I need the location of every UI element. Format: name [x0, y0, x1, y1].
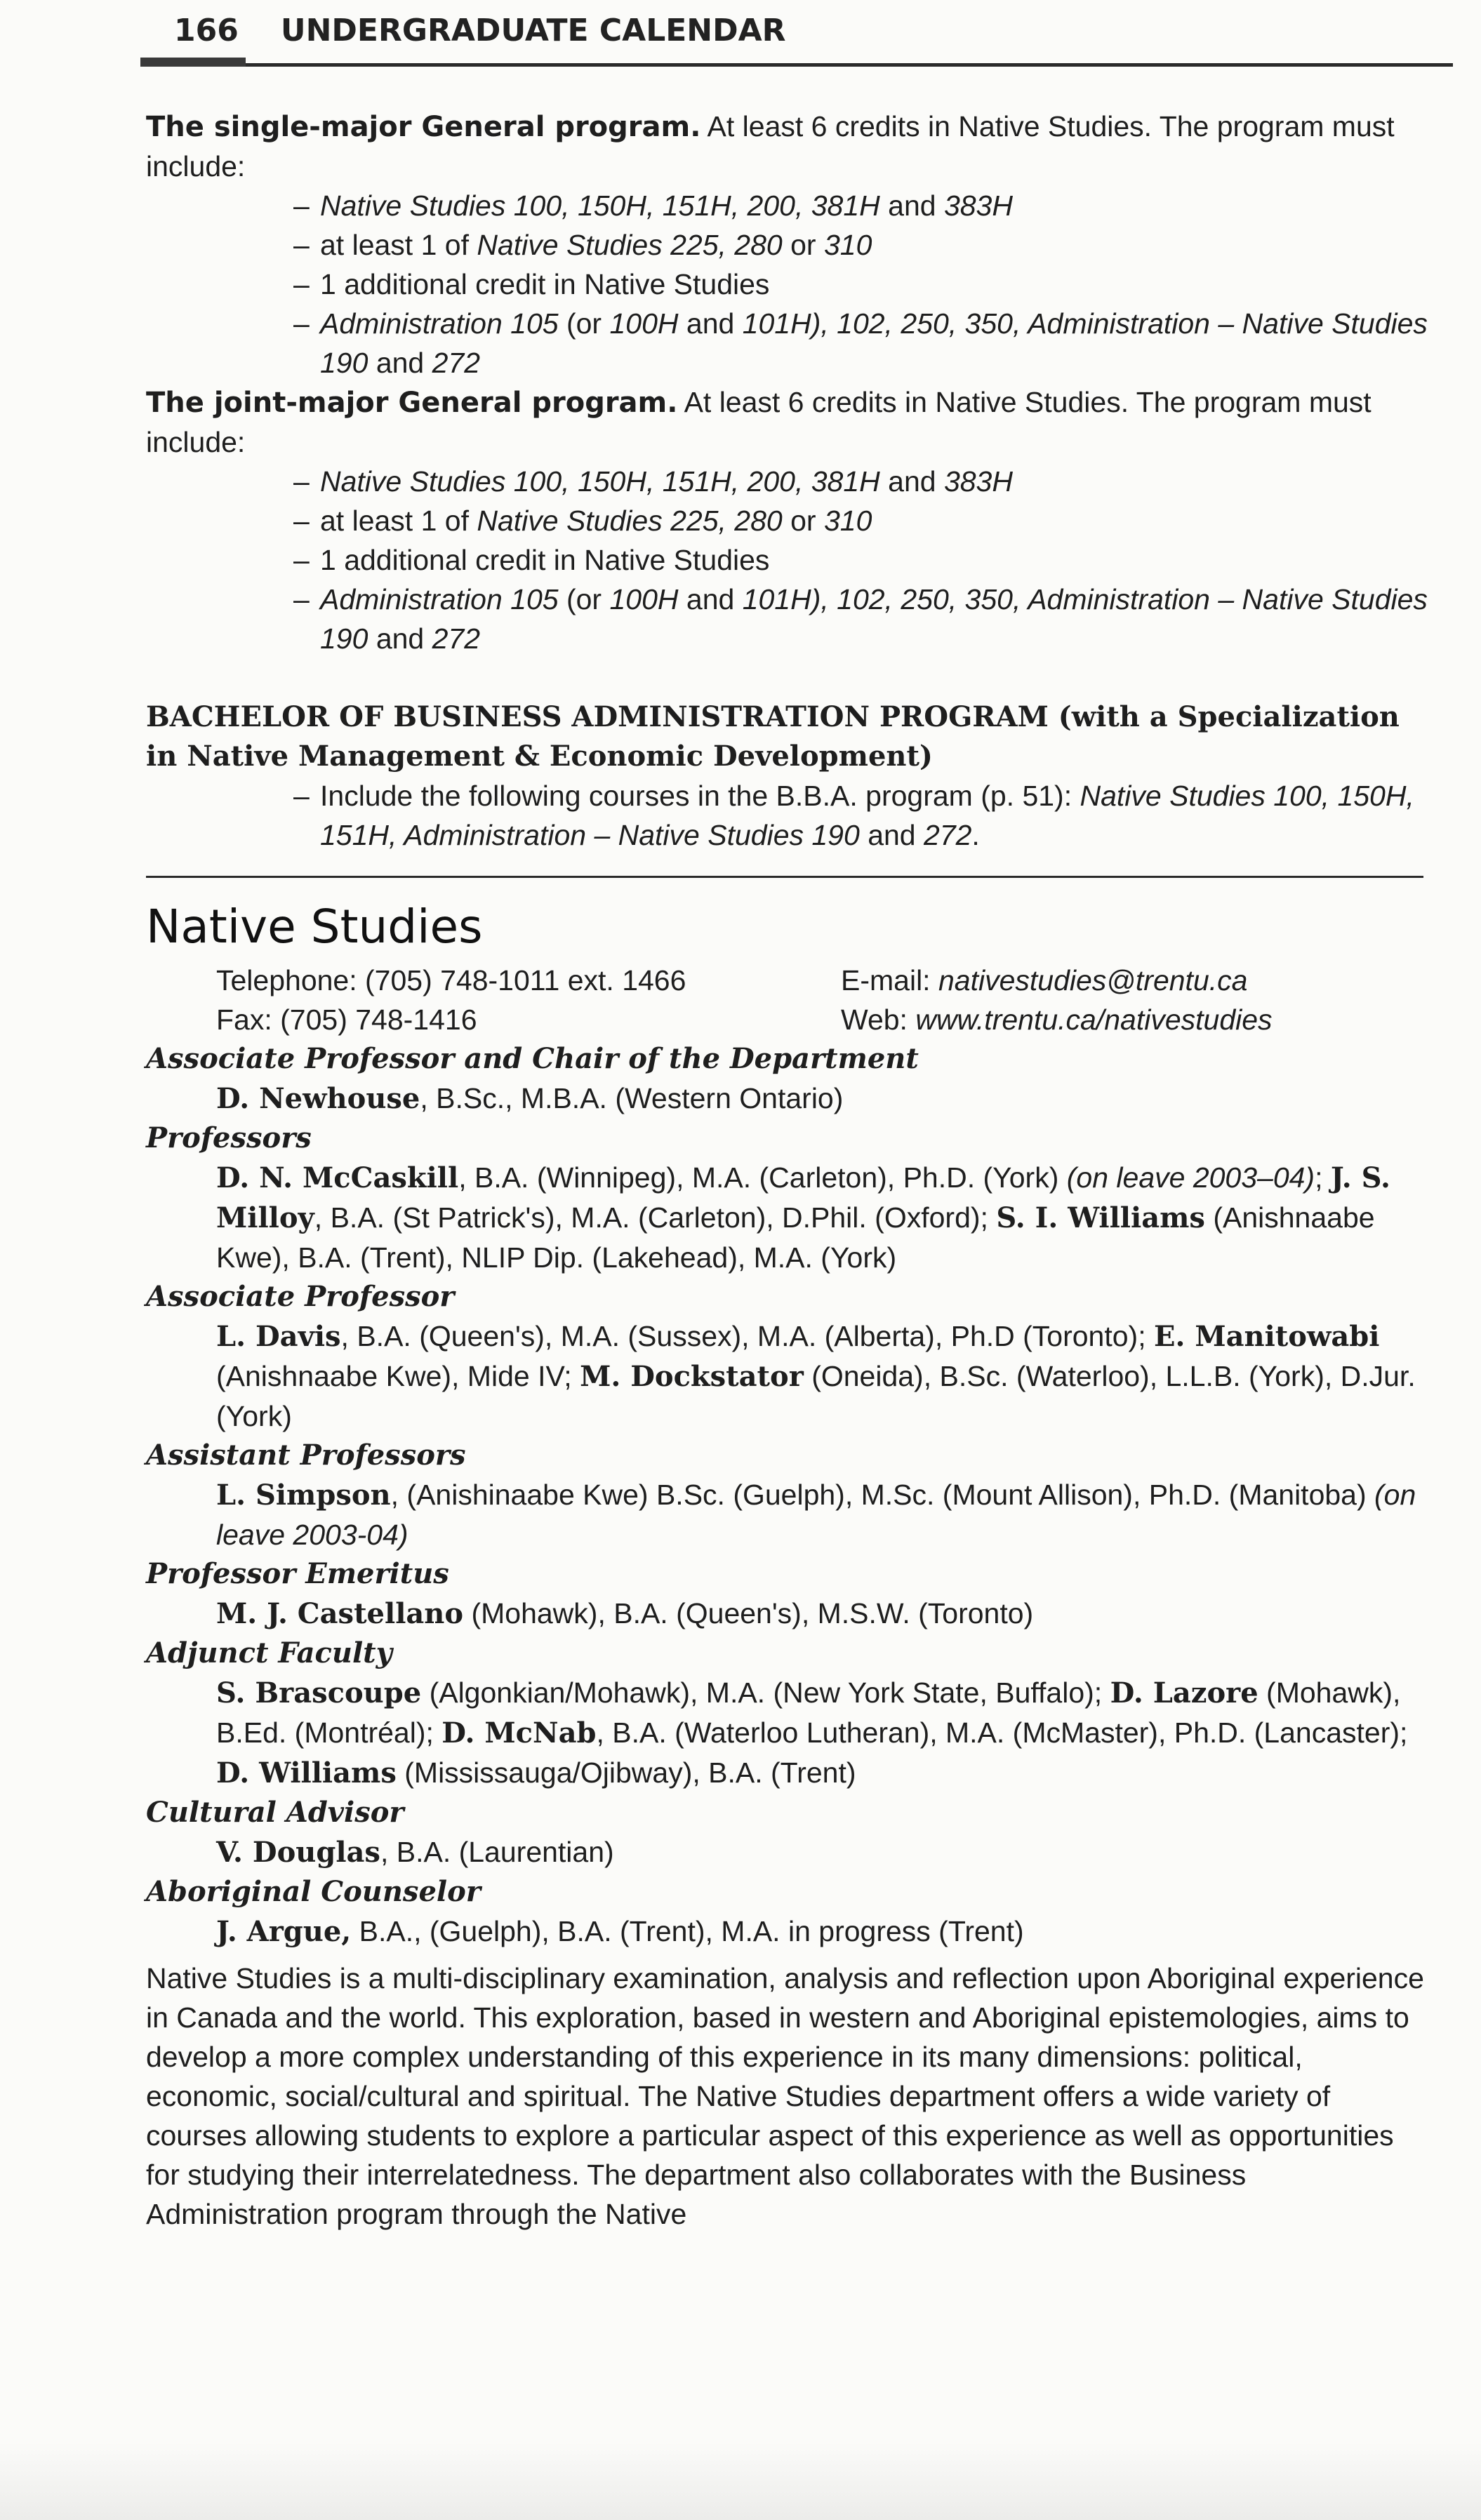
faculty-role-heading: Professors	[146, 1121, 312, 1154]
requirement-text: at least 1 of	[320, 505, 477, 537]
requirement-text: at least 1 of	[320, 229, 477, 261]
person-name: E. Manitowabi	[1153, 1320, 1380, 1353]
page-bottom-shade	[0, 2442, 1481, 2520]
requirement-italic: 100H	[609, 583, 679, 615]
faculty-members	[146, 1316, 1430, 1436]
requirement-italic: 272	[432, 622, 481, 655]
faculty-list	[146, 1039, 1430, 1952]
telephone: Telephone: (705) 748-1011 ext. 1466	[216, 964, 686, 996]
requirement-text: and	[678, 583, 743, 615]
requirement-italic: Native Studies 100, 150H, 151H, 200, 381H	[320, 189, 880, 222]
faculty-text: (Mohawk), B.A. (Queen's), M.S.W. (Toronto)	[463, 1597, 1034, 1629]
person-name: M. J. Castellano	[216, 1597, 464, 1630]
fax: Fax: (705) 748-1416	[216, 1004, 477, 1036]
faculty-italic: (on leave 2003–04)	[1066, 1161, 1315, 1194]
bba-list	[146, 776, 1430, 855]
faculty-text: (Mississauga/Ojibway), B.A. (Trent)	[396, 1756, 856, 1789]
faculty-members	[146, 1079, 1430, 1119]
requirement-text: and	[859, 819, 924, 851]
page-number: 166	[174, 13, 239, 48]
faculty-text: , B.A. (Waterloo Lutheran), M.A. (McMaster), Ph.D. (Lancaster);	[596, 1716, 1408, 1749]
requirement-italic: Administration 105	[320, 583, 559, 615]
joint-major-text: At least 6 credits in Native Studies. The program must include:	[146, 386, 1372, 458]
person-name: L. Davis	[216, 1320, 341, 1353]
requirement-italic: 310	[823, 505, 872, 537]
requirement-item	[293, 580, 1430, 658]
requirement-italic: 383H	[943, 189, 1013, 222]
person-name: D. Newhouse	[216, 1082, 420, 1115]
person-name: J. Argue,	[216, 1915, 352, 1948]
faculty-role-heading: Associate Professor and Chair of the Department	[146, 1042, 919, 1075]
requirement-italic: 100H	[609, 307, 679, 340]
requirement-item	[293, 265, 1430, 304]
faculty-text: ;	[1315, 1161, 1331, 1194]
requirement-item	[293, 501, 1430, 540]
requirement-italic: 101H), 102, 250, 350, Administration – Native Studies 190	[320, 307, 1428, 379]
joint-major-heading: The joint-major General program.	[146, 387, 678, 419]
faculty-text: (Anishnaabe Kwe), Mide IV;	[216, 1360, 580, 1392]
person-name: D. Lazore	[1110, 1676, 1258, 1709]
requirement-item	[293, 776, 1430, 855]
requirement-italic: 272	[432, 347, 481, 379]
faculty-text: (Mohawk), B.Ed. (Montréal);	[216, 1676, 1401, 1749]
faculty-role-heading: Professor Emeritus	[146, 1557, 449, 1590]
faculty-text: , B.A. (Winnipeg), M.A. (Carleton), Ph.D. (York)	[458, 1161, 1067, 1194]
faculty-text: (Oneida), B.Sc. (Waterloo), L.L.B. (York), D.Jur. (York)	[216, 1360, 1416, 1432]
faculty-role-heading: Aboriginal Counselor	[146, 1875, 481, 1908]
page-content	[146, 107, 1430, 2234]
spacer	[146, 658, 1430, 698]
requirement-italic: Native Studies 100, 150H, 151H, 200, 381H	[320, 465, 880, 498]
person-name: V. Douglas	[216, 1836, 380, 1869]
requirement-item	[293, 186, 1430, 225]
faculty-text: (Anishnaabe Kwe), B.A. (Trent), NLIP Dip. (Lakehead), M.A. (York)	[216, 1201, 1375, 1274]
requirement-italic: Native Studies 225, 280	[477, 505, 783, 537]
person-name: L. Simpson	[216, 1479, 391, 1512]
section-title: Native Studies	[146, 900, 483, 954]
faculty-text: , (Anishinaabe Kwe) B.Sc. (Guelph), M.Sc. (Mount Allison), Ph.D. (Manitoba)	[390, 1479, 1375, 1511]
contact-block	[146, 961, 1430, 1039]
requirement-text: (or	[558, 583, 610, 615]
faculty-members	[146, 1832, 1430, 1872]
requirement-italic: 101H), 102, 250, 350, Administration – Native Studies 190	[320, 583, 1428, 655]
requirement-text: or	[782, 505, 824, 537]
faculty-members	[146, 1912, 1430, 1952]
requirement-text: or	[782, 229, 824, 261]
requirement-text: .	[971, 819, 980, 851]
faculty-text: , B.A. (St Patrick's), M.A. (Carleton), D.Phil. (Oxford);	[314, 1201, 997, 1234]
requirement-italic: 310	[823, 229, 872, 261]
faculty-role-heading: Associate Professor	[146, 1280, 455, 1313]
requirement-italic: 383H	[943, 465, 1013, 498]
header-rule	[140, 63, 1453, 67]
requirement-text: and	[879, 189, 944, 222]
requirement-item	[293, 540, 1430, 580]
faculty-role-heading: Adjunct Faculty	[146, 1636, 392, 1669]
running-title: UNDERGRADUATE CALENDAR	[280, 13, 786, 48]
person-name: S. Brascoupe	[216, 1676, 422, 1709]
person-name: D. N. McCaskill	[216, 1161, 459, 1194]
single-major-text: At least 6 credits in Native Studies. The program must include:	[146, 110, 1395, 182]
faculty-text: , B.A. (Laurentian)	[380, 1836, 614, 1868]
requirement-italic: Administration 105	[320, 307, 559, 340]
faculty-members	[146, 1475, 1430, 1554]
faculty-role-heading: Assistant Professors	[146, 1439, 466, 1472]
web-line	[841, 1000, 1430, 1039]
email-label: E-mail:	[841, 964, 938, 996]
joint-major-list	[146, 462, 1430, 658]
faculty-italic: (on leave 2003-04)	[216, 1479, 1416, 1551]
requirement-text: and	[879, 465, 944, 498]
requirement-text: and	[678, 307, 743, 340]
department-description: Native Studies is a multi-disciplinary examination, analysis and reflection upon Aboriginal experience in Canada and the world. This exploration, based in western and Aboriginal epistemologies, aims to develop a more complex understanding of this experience in its many dimensions: political, economic, social/cultural and spiritual. The Native Studies department offers a wide variety of courses allowing students to explore a particular aspect of this experience as well as opportunities for studying their interrelatedness. The department also collaborates with the Business Administration program through the Native	[146, 1962, 1424, 2230]
requirement-italic: 272	[924, 819, 972, 851]
single-major-intro	[146, 107, 1430, 186]
requirement-text: and	[368, 347, 432, 379]
faculty-text: , B.A. (Queen's), M.A. (Sussex), M.A. (Alberta), Ph.D (Toronto);	[340, 1320, 1154, 1352]
requirement-text: 1 additional credit in Native Studies	[320, 268, 770, 300]
requirement-item	[293, 225, 1430, 265]
email-link[interactable]: nativestudies@trentu.ca	[938, 964, 1248, 996]
faculty-members	[146, 1594, 1430, 1634]
email-line	[841, 961, 1430, 1000]
requirement-text: 1 additional credit in Native Studies	[320, 544, 770, 576]
single-major-heading: The single-major General program.	[146, 111, 701, 143]
joint-major-intro	[146, 382, 1430, 462]
person-name: M. Dockstator	[580, 1360, 804, 1393]
single-major-list	[146, 186, 1430, 382]
requirement-text: and	[368, 622, 432, 655]
faculty-text: B.A., (Guelph), B.A. (Trent), M.A. in progress (Trent)	[351, 1915, 1024, 1947]
person-name: D. McNab	[441, 1716, 597, 1749]
requirement-italic: Native Studies 225, 280	[477, 229, 783, 261]
web-label: Web:	[841, 1004, 916, 1036]
person-name: D. Williams	[216, 1756, 397, 1789]
bba-heading: BACHELOR OF BUSINESS ADMINISTRATION PROGRAM (with a Specialization in Native Management & Economic Development)	[146, 700, 1400, 773]
requirement-text: Include the following courses in the B.B.A. program (p. 51):	[320, 780, 1080, 812]
requirement-italic: Native Studies 100, 150H, 151H, Administration – Native Studies 190	[320, 780, 1414, 851]
person-name: S. I. Williams	[996, 1201, 1205, 1234]
requirement-text: (or	[558, 307, 610, 340]
faculty-text: (Algonkian/Mohawk), M.A. (New York State, Buffalo);	[421, 1676, 1110, 1709]
faculty-members	[146, 1158, 1430, 1277]
requirement-item	[293, 462, 1430, 501]
faculty-text: , B.Sc., M.B.A. (Western Ontario)	[420, 1082, 844, 1114]
person-name: J. S. Milloy	[216, 1161, 1390, 1234]
section-divider	[146, 876, 1423, 878]
web-link[interactable]: www.trentu.ca/nativestudies	[915, 1004, 1273, 1036]
faculty-role-heading: Cultural Advisor	[146, 1796, 404, 1829]
requirement-item	[293, 304, 1430, 382]
page-header	[174, 13, 786, 48]
faculty-members	[146, 1673, 1430, 1793]
